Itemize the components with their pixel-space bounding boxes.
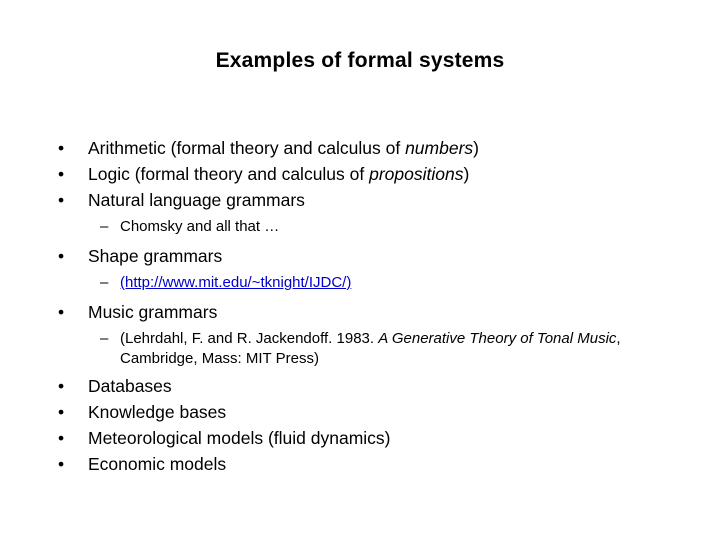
bullet-icon: • [58, 246, 65, 266]
book-title: A Generative Theory of Tonal Music [378, 330, 617, 347]
list-item-logic [58, 161, 698, 187]
list-item-economic [58, 451, 698, 477]
item-text: Meteorological models (fluid dynamics) [88, 428, 391, 448]
sub-item-text-end: , Cambridge, Mass: MIT Press) [120, 330, 621, 367]
list-item-knowledge-bases [58, 399, 698, 425]
list-item-natural-language [58, 187, 698, 213]
item-emphasis: propositions [369, 164, 464, 184]
item-text-end: ) [473, 138, 479, 158]
sub-item-chomsky [58, 217, 698, 237]
item-emphasis: numbers [405, 138, 474, 158]
item-text: Arithmetic (formal theory and calculus of [88, 138, 406, 158]
item-text: Music grammars [88, 302, 218, 322]
item-text: Knowledge bases [88, 402, 227, 422]
list-item-music-grammars [58, 299, 698, 325]
item-text: Shape grammars [88, 246, 223, 266]
list-item-databases [58, 373, 698, 399]
item-text: Natural language grammars [88, 190, 305, 210]
shape-grammar-link[interactable]: (http://www.mit.edu/~tknight/IJDC/) [120, 274, 352, 291]
item-text: Economic models [88, 454, 227, 474]
bullet-icon: • [58, 402, 65, 422]
slide-title: Examples of formal systems [215, 49, 505, 72]
sub-item-music-reference [58, 329, 660, 369]
sub-item-text: (Lehrdahl, F. and R. Jackendoff. 1983. [120, 330, 379, 347]
item-text: Databases [88, 376, 172, 396]
bullet-list [58, 135, 698, 477]
bullet-icon: • [58, 454, 65, 474]
item-text-end: ) [463, 164, 470, 184]
list-item-meteorological [58, 425, 698, 451]
bullet-icon: • [58, 428, 65, 448]
bullet-icon: • [58, 302, 65, 322]
bullet-icon: • [58, 190, 65, 210]
bullet-icon: • [58, 164, 65, 184]
dash-icon: – [100, 330, 109, 347]
sub-item-text: Chomsky and all that … [120, 218, 280, 235]
list-item-arithmetic [58, 135, 698, 161]
dash-icon: – [100, 274, 109, 291]
item-text: Logic (formal theory and calculus of [88, 164, 370, 184]
dash-icon: – [100, 218, 109, 235]
bullet-icon: • [58, 138, 65, 158]
list-item-shape-grammars [58, 243, 698, 269]
sub-item-shape-link [58, 273, 698, 293]
bullet-icon: • [58, 376, 65, 396]
